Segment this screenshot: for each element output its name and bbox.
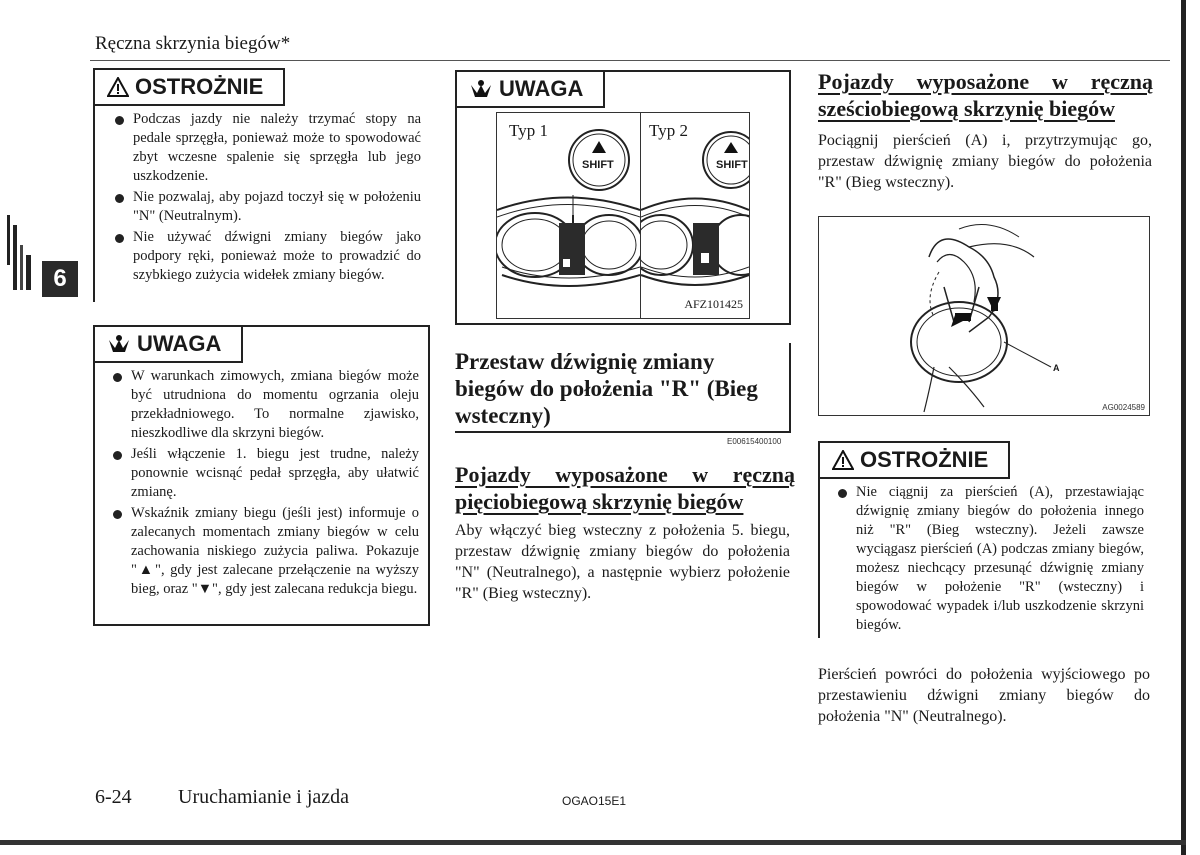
figure-label-a: A bbox=[1053, 363, 1060, 373]
section-rule bbox=[455, 431, 791, 433]
ring-return-text: Pierścień powróci do położenia wyjściowego po przestawieniu dźwigni zmiany biegów do położenia "N" (Neutralnego). bbox=[818, 666, 1150, 725]
section-right-rule bbox=[789, 343, 791, 431]
reverse-ring-figure bbox=[818, 216, 1150, 416]
page-header-title: Ręczna skrzynia biegów* bbox=[95, 33, 291, 54]
figure-code: AG0024589 bbox=[1102, 403, 1145, 412]
note-box-1 bbox=[93, 325, 430, 626]
note-title: UWAGA bbox=[499, 76, 584, 101]
chapter-edge-marks bbox=[5, 215, 35, 295]
document-code: OGAO15E1 bbox=[562, 794, 627, 808]
typ1-label: Typ 1 bbox=[509, 121, 548, 140]
list-item: Nie używać dźwigni zmiany biegów jako podpory ręki, ponieważ może to prowadzić do szybkiego zużycia widełek zmiany biegów. bbox=[111, 228, 421, 285]
gauge-cluster-type1-icon bbox=[497, 125, 640, 305]
header-rule bbox=[90, 60, 1170, 61]
list-item: W warunkach zimowych, zmiana biegów może być utrudniona do momentu ogrzania oleju przekładniowego. To normalne zjawisko, nieszkodliwe dla skrzyni biegów. bbox=[109, 367, 419, 443]
list-item: Wskaźnik zmiany biegu (jeśli jest) informuje o zalecanych momentach zmiany biegów w celu zachowania niskiego zużycia paliwa. Pokazuje "▲", gdy jest zalecane przełączenie na wyższy bieg, oraz "▼", gdy jest zalecana redukcja biegu. bbox=[109, 504, 419, 599]
chapter-tab: 6 bbox=[42, 261, 78, 297]
gauge-cluster-type2-icon bbox=[641, 125, 749, 305]
caution-list bbox=[834, 483, 1144, 637]
shift-label-type2: SHIFT bbox=[716, 159, 748, 171]
shift-label-type1: SHIFT bbox=[582, 159, 614, 171]
caution-title: OSTROŻNIE bbox=[860, 447, 989, 472]
section-heading-6speed: Pojazdy wyposażone w ręczną sześciobiegową skrzynię biegów bbox=[818, 69, 1153, 121]
note-title: UWAGA bbox=[137, 331, 222, 356]
caution-header bbox=[818, 441, 1010, 479]
section-text-5speed: Aby włączyć bieg wsteczny z położenia 5. biegu, przestaw dźwignię zmiany biegów do położenia "N" (Neutralnego), a następnie wybierz położenie "R" (Bieg wsteczny). bbox=[455, 522, 790, 602]
list-item: Nie ciągnij za pierścień (A), przestawiając dźwignię zmiany biegów do położenia innego niż "R" (Bieg wsteczny). Jeżeli zawsze wyciągasz pierścień (A) podczas zmiany biegów, możesz niechcący przesunąć dźwignię zmiany biegów w położenie "R" (wsteczny) i spowodować wypadek i/lub uszkodzenie skrzyni biegów. bbox=[834, 483, 1144, 635]
chapter-name: Uruchamianie i jazda bbox=[178, 786, 350, 808]
caution-list bbox=[111, 110, 421, 287]
typ2-label: Typ 2 bbox=[649, 121, 688, 140]
list-item: Jeśli włączenie 1. biegu jest trudne, należy ponownie wcisnąć pedał sprzęgła, aby ułatwić zmianę. bbox=[109, 445, 419, 502]
list-item: Podczas jazdy nie należy trzymać stopy na pedale sprzęgła, ponieważ może to spowodować zbyt wczesne spalenie się sprzęgła lub jego uszkodzenie. bbox=[111, 110, 421, 186]
page-bottom-shadow bbox=[0, 840, 1186, 845]
note-list bbox=[109, 367, 419, 601]
list-item: Nie pozwalaj, aby pojazd toczył się w położeniu "N" (Neutralnym). bbox=[111, 188, 421, 226]
note-header bbox=[455, 70, 605, 108]
caution-header bbox=[93, 68, 285, 106]
section-heading-reverse: Przestaw dźwignię zmiany biegów do położenia "R" (Bieg wsteczny) bbox=[455, 349, 758, 428]
note-box-2 bbox=[455, 70, 791, 325]
figure-code: AFZ101425 bbox=[684, 297, 743, 311]
caution-title: OSTROŻNIE bbox=[135, 74, 264, 99]
note-header bbox=[93, 325, 243, 363]
shift-indicator-figure bbox=[496, 112, 750, 319]
page-edge-shadow bbox=[1181, 0, 1186, 855]
note-hand-icon bbox=[107, 334, 131, 354]
section-code: E00615400100 bbox=[727, 437, 782, 446]
section-text-6speed: Pociągnij pierścień (A) i, przytrzymując go, przestaw dźwignię zmiany biegów do położenia "R" (Bieg wsteczny). bbox=[818, 132, 1152, 191]
warning-triangle-icon bbox=[832, 450, 854, 470]
page-number: 6-24 bbox=[95, 786, 132, 808]
warning-triangle-icon bbox=[107, 77, 129, 97]
hand-pulling-ring-icon bbox=[819, 217, 1149, 415]
caution-box-2 bbox=[818, 443, 1148, 638]
note-hand-icon bbox=[469, 79, 493, 99]
caution-box-1 bbox=[93, 70, 430, 302]
section-heading-5speed: Pojazdy wyposażone w ręczną pięciobiegową skrzynię biegów bbox=[455, 462, 795, 514]
